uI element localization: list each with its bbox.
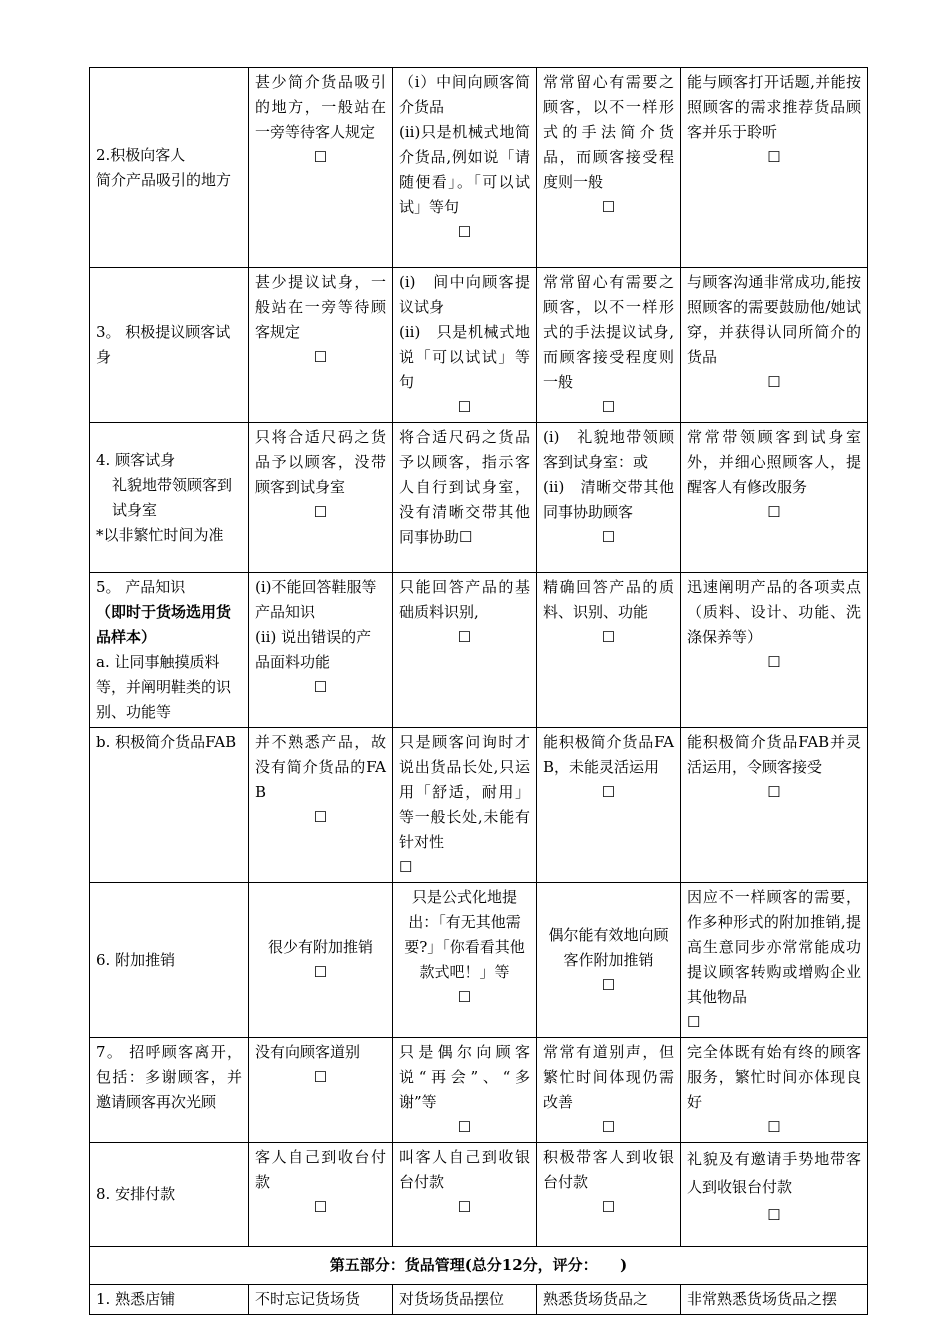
checkbox[interactable]: ☐ [313, 808, 328, 826]
level-2-cell [393, 1038, 537, 1143]
level-3-cell: 熟悉货场货品之 [537, 1285, 681, 1315]
table-row [90, 883, 868, 1038]
level-1-cell [249, 728, 393, 883]
criterion-cell [90, 423, 249, 573]
checkbox[interactable]: ☐ [601, 1198, 616, 1216]
level-2-cell [393, 268, 537, 423]
level-text: (ii) 只是机械式地说「可以试试」等句 [399, 323, 530, 391]
level-text: 客人自己到收台付款 [255, 1148, 386, 1191]
table-row [90, 728, 868, 883]
checkbox[interactable]: ☐ [313, 503, 328, 521]
checkbox[interactable]: ☐ [767, 148, 781, 166]
level-text: 只能回答产品的基础质料识别, [399, 578, 530, 621]
level-text: 甚少简介货品吸引的地方，一般站在一旁等待客人规定 [255, 73, 386, 141]
criterion-cell [90, 68, 249, 268]
criterion-cell [90, 1143, 249, 1247]
level-1-cell [249, 573, 393, 728]
level-1-cell [249, 883, 393, 1038]
criterion-text: 礼貌地带领顾客到试身室 [112, 475, 233, 519]
level-3-cell [537, 268, 681, 423]
level-text: 精确回答产品的质料、识别、功能 [543, 578, 674, 621]
level-text: (ii)只是机械式地简介货品,例如说「请随便看」。「可以试试」等句 [399, 123, 530, 216]
level-text: 很少有附加推销 [267, 938, 373, 956]
level-text: 将合适尺码之货品予以顾客，指示客人自行到试身室，没有清晰交带其他同事协助☐ [399, 428, 530, 546]
level-1-cell [249, 423, 393, 573]
criterion-cell [90, 1038, 249, 1143]
level-1-cell [249, 268, 393, 423]
level-4-cell [681, 68, 868, 268]
table-row [90, 573, 868, 728]
table-row [90, 1285, 868, 1315]
criterion-text: 简介产品吸引的地方 [96, 170, 232, 189]
level-1-cell: 不时忘记货场货 [249, 1285, 393, 1315]
criterion-cell [90, 573, 249, 728]
checkbox[interactable]: ☐ [313, 678, 328, 696]
checkbox[interactable]: ☐ [601, 398, 616, 416]
checkbox[interactable]: ☐ [767, 783, 781, 801]
checkbox[interactable]: ☐ [457, 1118, 472, 1136]
level-text: (ii) 说出错误的产品面料功能 [255, 628, 372, 671]
level-2-cell [393, 728, 537, 883]
level-text: 能积极简介货品FAB，未能灵活运用 [543, 733, 674, 776]
criterion-text: a. 让同事触摸质料等，并阐明鞋类的识别、功能等 [96, 653, 232, 721]
criterion-text: 3。 积极提议顾客试身 [96, 323, 231, 366]
level-4-cell [681, 883, 868, 1038]
checkbox[interactable]: ☐ [457, 1198, 472, 1216]
level-text: 能与顾客打开话题,并能按照顾客的需求推荐货品顾客并乐于聆听 [687, 73, 861, 141]
level-3-cell [537, 1143, 681, 1247]
level-3-cell [537, 1038, 681, 1143]
level-text: 偶尔能有效地向顾客作附加推销 [548, 925, 669, 969]
level-text: 礼貌及有邀请手势地带客人到收银台付款 [687, 1150, 861, 1196]
checkbox[interactable]: ☐ [687, 1013, 701, 1031]
level-text: 常常带领顾客到试身室外，并细心照顾客人，提醒客人有修改服务 [687, 428, 861, 496]
level-3-cell [537, 68, 681, 268]
level-3-cell [537, 573, 681, 728]
level-text: 并不熟悉产品，故没有简介货品的FAB [255, 733, 386, 801]
checkbox[interactable]: ☐ [767, 503, 781, 521]
level-1-cell [249, 68, 393, 268]
level-text: (ii) 清晰交带其他同事协助顾客 [543, 478, 674, 521]
checkbox[interactable]: ☐ [601, 628, 616, 646]
criterion-text: *以非繁忙时间为准 [96, 525, 224, 544]
level-text: 常常留心有需要之顾客，以不一样形式的手法简介货品，而顾客接受程度则一般 [543, 73, 674, 191]
level-text: 只将合适尺码之货品予以顾客，没带顾客到试身室 [255, 428, 386, 496]
checkbox[interactable]: ☐ [313, 348, 328, 366]
level-text: 叫客人自己到收银台付款 [399, 1148, 530, 1191]
level-3-cell [537, 883, 681, 1038]
criterion-cell [90, 268, 249, 423]
evaluation-table [89, 67, 868, 1315]
table-row [90, 1038, 868, 1143]
level-4-cell [681, 423, 868, 573]
criterion-cell [90, 728, 249, 883]
level-text: （i）中间向顾客简介货品 [399, 73, 530, 116]
level-text: 甚少提议试身，一般站在一旁等待顾客规定 [255, 273, 386, 341]
table-row [90, 68, 868, 268]
criterion-text: 5。 产品知识 [96, 578, 186, 596]
level-1-cell [249, 1143, 393, 1247]
level-4-cell [681, 728, 868, 883]
criterion-text: 7。 招呼顾客离开，包括：多谢顾客，并邀请顾客再次光顾 [96, 1043, 242, 1111]
level-text: 常常有道别声，但繁忙时间体现仍需改善 [543, 1043, 674, 1111]
checkbox[interactable]: ☐ [767, 373, 781, 391]
checkbox[interactable]: ☐ [601, 528, 616, 546]
criterion-text: 8. 安排付款 [96, 1185, 176, 1203]
level-4-cell [681, 1038, 868, 1143]
criterion-text: （即时于货场选用货品样本） [96, 603, 232, 646]
level-text: 因应不一样顾客的需要，作多种形式的附加推销,提高生意同步亦常常能成功提议顾客转购或增购企业其他物品 [687, 888, 861, 1006]
level-text: 能积极简介货品FAB并灵活运用，令顾客接受 [687, 733, 861, 776]
checkbox[interactable]: ☐ [601, 975, 616, 994]
table-row [90, 423, 868, 573]
level-text: (i) 间中向顾客提议试身 [399, 273, 530, 316]
level-3-cell [537, 423, 681, 573]
level-text: 只是偶尔向顾客说“再会”、“多谢”等 [399, 1043, 530, 1111]
checkbox[interactable]: ☐ [313, 148, 328, 166]
level-2-cell [393, 1143, 537, 1247]
level-text: 只是顾客问询时才说出货品长处,只运用「舒适，耐用」等一般长处,未能有针对性 [399, 733, 530, 851]
checkbox[interactable]: ☐ [313, 1198, 328, 1216]
checkbox[interactable]: ☐ [457, 628, 472, 646]
level-2-cell [393, 423, 537, 573]
level-text: (i)不能回答鞋服等产品知识 [255, 578, 377, 621]
level-text: 与顾客沟通非常成功,能按照顾客的需要鼓励他/她试穿，并获得认同所简介的货品 [687, 273, 861, 366]
table-row [90, 1143, 868, 1247]
checkbox[interactable]: ☐ [601, 1118, 616, 1136]
section-header-row [90, 1247, 868, 1285]
level-2-cell [393, 883, 537, 1038]
checkbox[interactable]: ☐ [457, 223, 472, 241]
table-row [90, 268, 868, 423]
level-2-cell: 对货场货品摆位 [393, 1285, 537, 1315]
checkbox[interactable]: ☐ [767, 653, 781, 671]
level-4-cell: 非常熟悉货场货品之摆 [681, 1285, 868, 1315]
checkbox[interactable]: ☐ [601, 783, 616, 801]
level-text: 只是公式化地提出：「有无其他需要?」「你看看其他款式吧！」等 [404, 888, 525, 981]
checkbox[interactable]: ☐ [313, 1068, 328, 1086]
criterion-text: 2.积极向客人 [96, 145, 186, 164]
checkbox[interactable]: ☐ [601, 198, 616, 216]
level-text: 完全体既有始有终的顾客服务，繁忙时间亦体现良好 [687, 1043, 861, 1111]
checkbox[interactable]: ☐ [313, 963, 328, 981]
level-text: (i) 礼貌地带领顾客到试身室：或 [543, 428, 674, 471]
checkbox[interactable]: ☐ [399, 858, 413, 876]
level-3-cell [537, 728, 681, 883]
checkbox[interactable]: ☐ [457, 398, 472, 416]
checkbox[interactable]: ☐ [457, 988, 472, 1006]
criterion-text: 4. 顾客试身 [96, 450, 176, 469]
criterion-cell: 1. 熟悉店铺 [90, 1285, 249, 1315]
level-2-cell [393, 573, 537, 728]
level-text: 没有向顾客道别 [255, 1043, 361, 1061]
criterion-cell [90, 883, 249, 1038]
level-4-cell [681, 573, 868, 728]
level-text: 常常留心有需要之顾客，以不一样形式的手法提议试身,而顾客接受程度则一般 [543, 273, 674, 391]
level-1-cell [249, 1038, 393, 1143]
section-title: 第五部分：货品管理(总分12分，评分： ) [90, 1247, 868, 1285]
criterion-text: b. 积极简介货品FAB [96, 733, 237, 751]
checkbox[interactable]: ☐ [767, 1118, 781, 1136]
level-text: 积极带客人到收银台付款 [543, 1148, 674, 1191]
level-4-cell [681, 1143, 868, 1247]
checkbox[interactable]: ☐ [767, 1206, 781, 1224]
level-2-cell [393, 68, 537, 268]
criterion-text: 6. 附加推销 [96, 950, 176, 969]
level-4-cell [681, 268, 868, 423]
level-text: 迅速阐明产品的各项卖点（质料、设计、功能、洗涤保养等） [687, 578, 861, 646]
